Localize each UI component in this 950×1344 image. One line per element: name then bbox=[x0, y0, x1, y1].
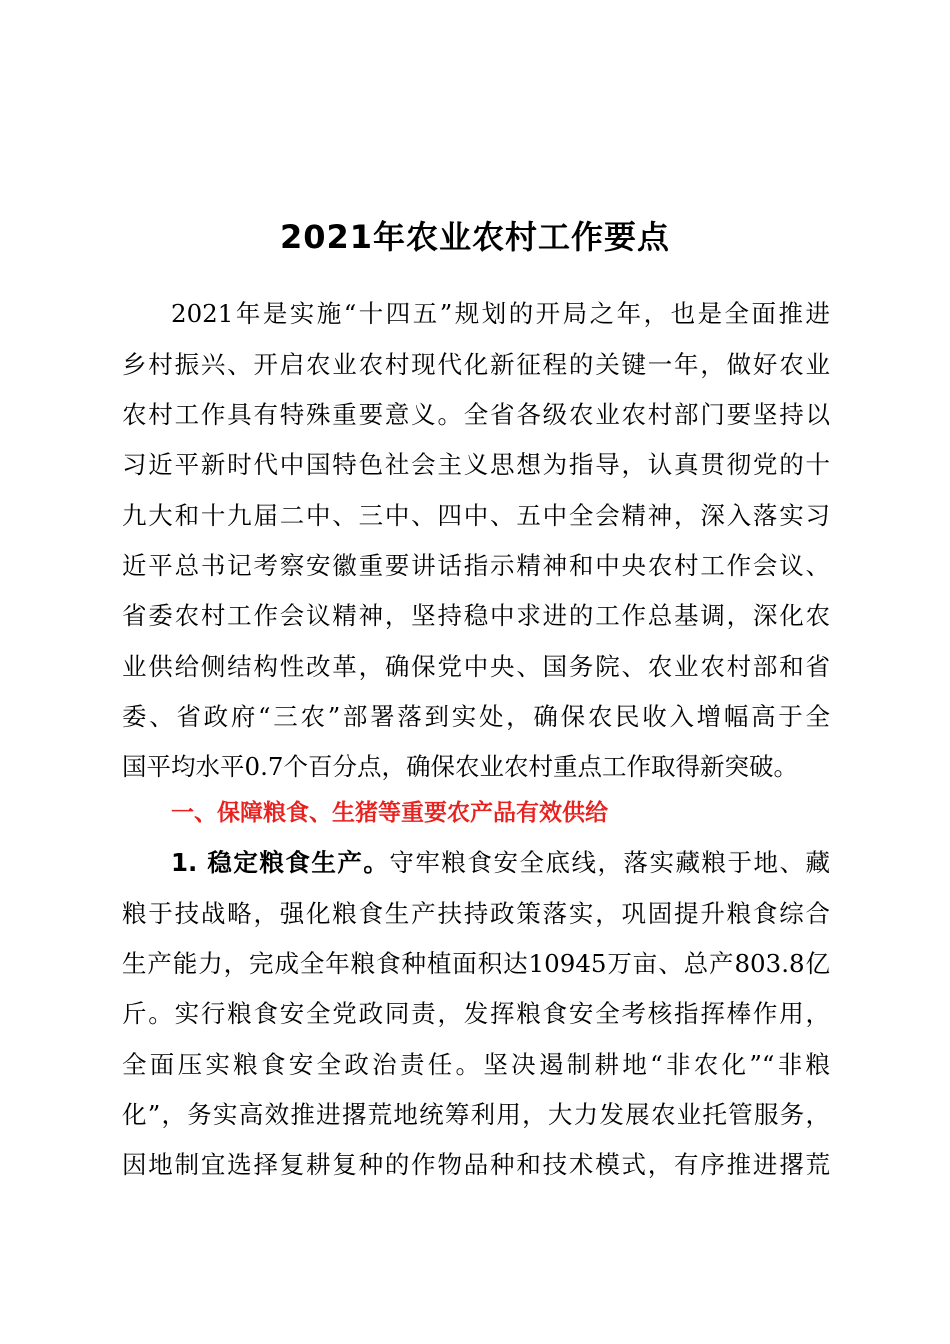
paragraph-line: 生产能力，完成全年粮食种植面积达10945万亩、总产803.8亿 bbox=[122, 949, 830, 978]
paragraph-line: 乡村振兴、开启农业农村现代化新征程的关键一年，做好农业 bbox=[122, 350, 830, 379]
document-title: 2021年农业农村工作要点 bbox=[279, 218, 671, 256]
paragraph-line: 省委农村工作会议精神，坚持稳中求进的工作总基调，深化农 bbox=[122, 601, 830, 630]
paragraph-line: 斤。实行粮食安全党政同责，发挥粮食安全考核指挥棒作用， bbox=[122, 999, 830, 1028]
paragraph-line: 因地制宜选择复耕复种的作物品种和技术模式，有序推进撂荒 bbox=[122, 1150, 830, 1179]
section-heading: 一、保障粮食、生猪等重要农产品有效供给 bbox=[171, 800, 608, 826]
paragraph-line: 九大和十九届二中、三中、四中、五中全会精神，深入落实习 bbox=[122, 501, 830, 530]
item-1-text: 守牢粮食安全底线，落实藏粮于地、藏 bbox=[389, 848, 830, 877]
paragraph-line: 2021年是实施“十四五”规划的开局之年，也是全面推进 bbox=[171, 299, 830, 328]
paragraph-line: 化”，务实高效推进撂荒地统筹利用，大力发展农业托管服务， bbox=[122, 1100, 830, 1129]
paragraph-line: 委、省政府“三农”部署落到实处，确保农民收入增幅高于全 bbox=[122, 702, 830, 731]
paragraph-line: 国平均水平0.7个百分点，确保农业农村重点工作取得新突破。 bbox=[122, 752, 798, 781]
paragraph-line: 粮于技战略，强化粮食生产扶持政策落实，巩固提升粮食综合 bbox=[122, 899, 830, 928]
paragraph-line bbox=[171, 846, 830, 880]
paragraph-line: 全面压实粮食安全政治责任。坚决遏制耕地“非农化”“非粮 bbox=[122, 1050, 830, 1079]
paragraph-line: 习近平新时代中国特色社会主义思想为指导，认真贯彻党的十 bbox=[122, 450, 830, 479]
paragraph-line: 近平总书记考察安徽重要讲话指示精神和中央农村工作会议、 bbox=[122, 551, 830, 580]
paragraph-line: 业供给侧结构性改革，确保党中央、国务院、农业农村部和省 bbox=[122, 652, 830, 681]
paragraph-line: 农村工作具有特殊重要意义。全省各级农业农村部门要坚持以 bbox=[122, 400, 830, 429]
item-1-label: 1. 稳定粮食生产。 bbox=[171, 848, 390, 877]
